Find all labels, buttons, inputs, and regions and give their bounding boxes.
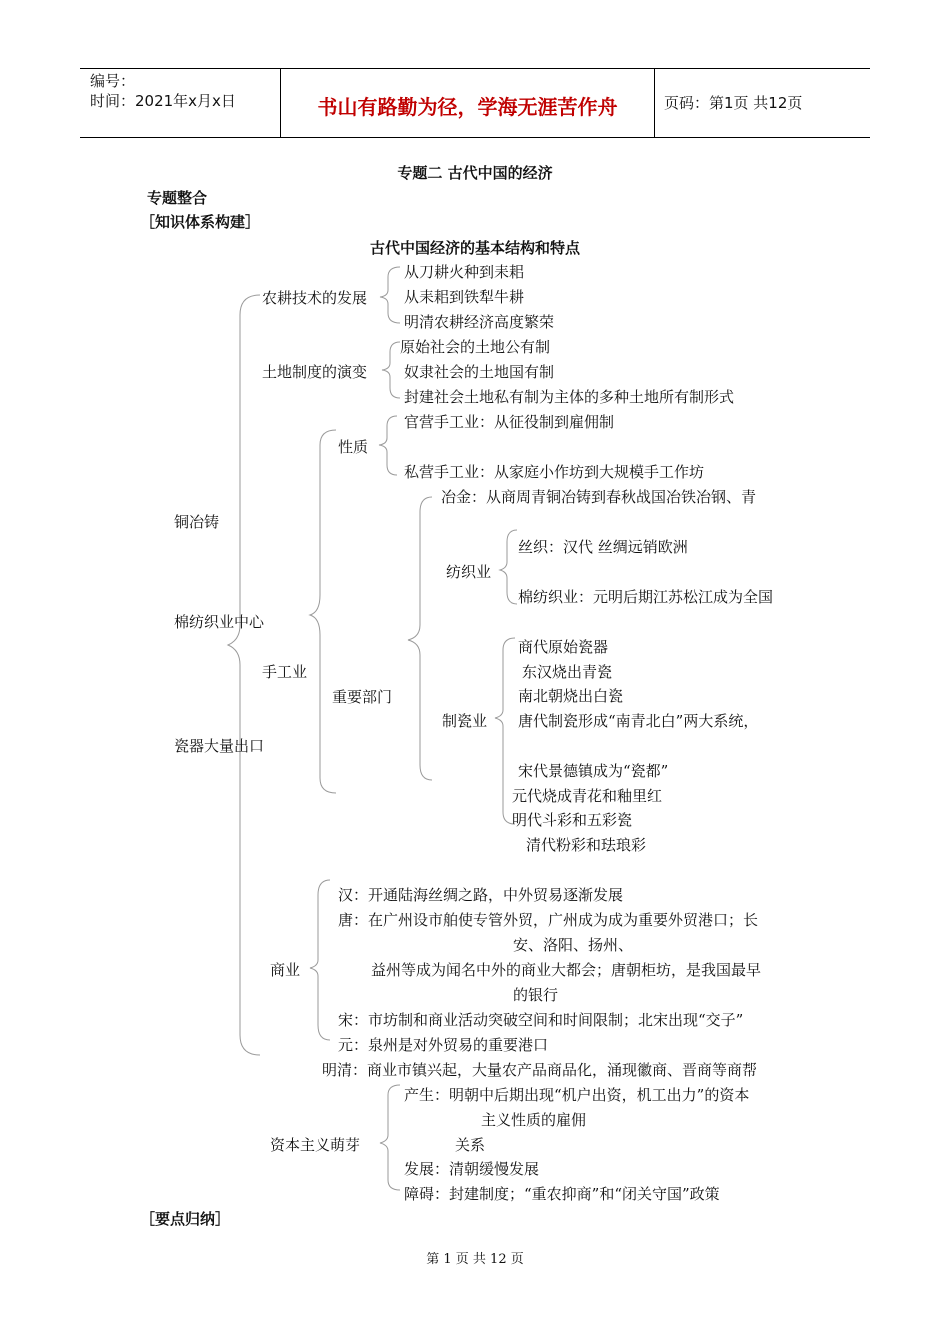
- textile-label: 纺织业: [446, 563, 492, 581]
- cotton-continuation: 棉纺织业中心: [174, 613, 265, 631]
- ceramic-item: 宋代景德镇成为“瓷都”: [518, 762, 669, 780]
- metallurgy-continuation: 铜冶铸: [174, 513, 220, 531]
- dept-label: 重要部门: [332, 688, 393, 706]
- land-item: 原始社会的土地公有制: [400, 338, 551, 356]
- agri-item: 明清农耕经济高度繁荣: [404, 313, 555, 331]
- commerce-tang-cont: 的银行: [513, 986, 559, 1004]
- ceramic-item: 明代斗彩和五彩瓷: [512, 811, 633, 829]
- capitalism-obstacle: 障碍：封建制度；“重农抑商”和“闭关守国”政策: [404, 1185, 720, 1203]
- nature-label: 性质: [338, 438, 369, 456]
- capitalism-origin-cont: 主义性质的雇佣: [481, 1111, 587, 1129]
- commerce-tang: 唐：在广州设市舶使专管外贸，广州成为成为重要外贸港口；长: [338, 911, 759, 929]
- doc-title: 专题二 古代中国的经济: [397, 164, 553, 182]
- ceramic-item: 南北朝烧出白瓷: [518, 687, 624, 705]
- commerce-mingqing: 明清：商业市镇兴起，大量农产品商品化，涌现徽商、晋商等商帮: [322, 1061, 758, 1079]
- ceramic-item: 商代原始瓷器: [518, 638, 609, 656]
- map-title: 古代中国经济的基本结构和特点: [369, 239, 580, 257]
- date-label: 时间：2021年x月x日: [90, 92, 236, 110]
- commerce-yuan: 元：泉州是对外贸易的重要港口: [338, 1036, 549, 1054]
- ceramic-item: 唐代制瓷形成“南青北白”两大系统，: [518, 712, 759, 730]
- capitalism-origin: 产生：明朝中后期出现“机户出资，机工出力”的资本: [404, 1086, 750, 1104]
- cotton-item: 棉纺织业：元明后期江苏松江成为全国: [518, 588, 774, 606]
- land-label: 土地制度的演变: [262, 363, 368, 381]
- section-heading: 专题整合: [147, 189, 208, 207]
- subsection-heading: ［知识体系构建］: [140, 213, 261, 231]
- ceramic-item: 东汉烧出青瓷: [522, 663, 613, 681]
- ceramic-item: 清代粉彩和珐琅彩: [526, 836, 647, 854]
- commerce-han: 汉：开通陆海丝绸之路，中外贸易逐渐发展: [338, 886, 624, 904]
- motto: 书山有路勤为径，学海无涯苦作舟: [317, 95, 618, 119]
- metallurgy-item: 冶金：从商周青铜冶铸到春秋战国冶铁冶钢、青: [441, 488, 757, 506]
- commerce-tang-cont: 益州等成为闻名中外的商业大都会；唐朝柜坊，是我国最早: [371, 961, 762, 979]
- commerce-tang-cont: 安、洛阳、扬州、: [513, 936, 634, 954]
- commerce-song: 宋：市坊制和商业活动突破空间和时间限制；北宋出现“交子”: [338, 1011, 744, 1029]
- agri-item: 从耒耜到铁犁牛耕: [404, 288, 525, 306]
- ceramic-label: 制瓷业: [442, 712, 488, 730]
- capitalism-origin-cont: 关系: [455, 1136, 486, 1154]
- agri-label: 农耕技术的发展: [262, 289, 368, 307]
- page-label: 页码：第1页 共12页: [664, 94, 803, 112]
- capitalism-label: 资本主义萌芽: [270, 1136, 361, 1154]
- page-footer: 第 1 页 共 12 页: [426, 1252, 524, 1267]
- commerce-label: 商业: [270, 961, 301, 979]
- ceramic-item: 元代烧成青花和釉里红: [512, 787, 663, 805]
- nature-item: 私营手工业：从家庭小作坊到大规模手工作坊: [404, 463, 705, 481]
- capitalism-develop: 发展：清朝缓慢发展: [404, 1160, 540, 1178]
- nature-item: 官营手工业：从征役制到雇佣制: [404, 413, 615, 431]
- key-points-heading: ［要点归纳］: [140, 1210, 231, 1228]
- ceramic-continuation: 瓷器大量出口: [174, 737, 265, 755]
- land-item: 奴隶社会的土地国有制: [404, 363, 555, 381]
- land-item: 封建社会土地私有制为主体的多种土地所有制形式: [404, 388, 735, 406]
- number-label: 编号：: [90, 72, 136, 90]
- silk-item: 丝织：汉代 丝绸远销欧洲: [518, 538, 688, 556]
- handicraft-label: 手工业: [262, 663, 308, 681]
- agri-item: 从刀耕火种到耒耜: [404, 263, 525, 281]
